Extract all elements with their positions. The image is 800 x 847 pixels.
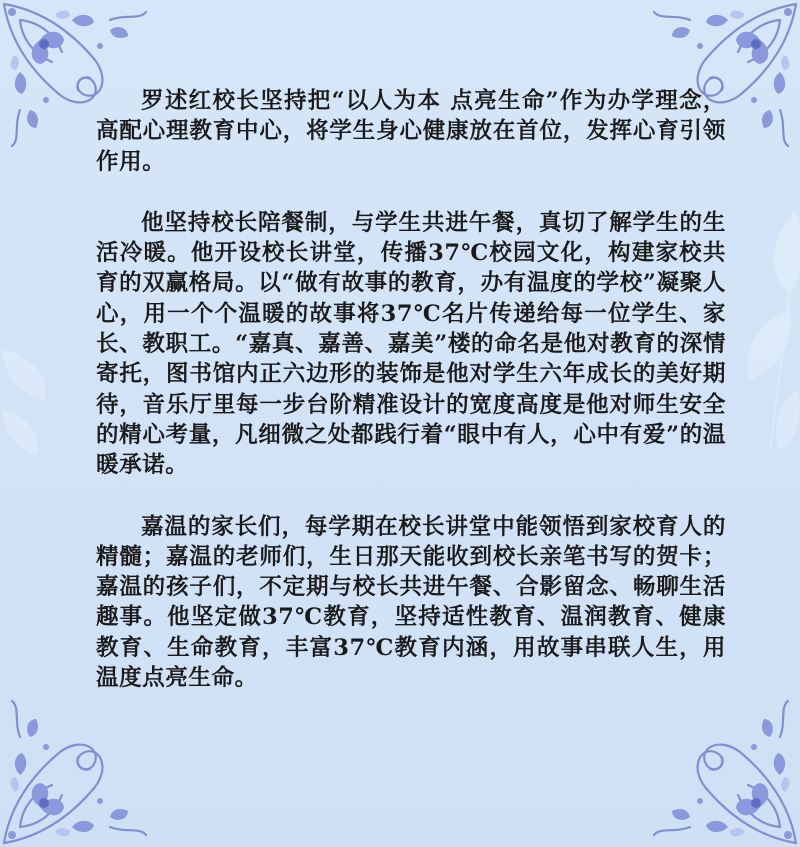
- paragraph-2: 他坚持校长陪餐制，与学生共进午餐，真切了解学生的生活冷暖。他开设校长讲堂，传播37℃校园文化，构建家校共育的双赢格局。以“做有故事的教育，办有温度的学校”凝聚人心，用一个个温暖的故事将37℃名片传递给每一位学生、家长、教职工。“嘉真、嘉善、嘉美”楼的命名是他对教育的深情寄托，图书馆内正六边形的装饰是他对学生六年成长的美好期待，音乐厅里每一步台阶精准设计的宽度高度是他对师生安全的精心考量，凡细微之处都践行着“眼中有人，心中有爱”的温暖承诺。: [96, 209, 726, 479]
- paragraph-1: 罗述红校长坚持把“以人为本 点亮生命”作为办学理念，高配心理教育中心，将学生身心健康放在首位，发挥心育引领作用。: [96, 88, 726, 175]
- paragraph-3: 嘉温的家长们，每学期在校长讲堂中能领悟到家校育人的精髓；嘉温的老师们，生日那天能收到校长亲笔书写的贺卡；嘉温的孩子们，不定期与校长共进午餐、合影留念、畅聊生活趣事。他坚定做37℃教育，坚持适性教育、温润教育、健康教育、生命教育，丰富37℃教育内涵，用故事串联人生，用温度点亮生命。: [96, 513, 726, 692]
- leaf-silhouette-left: [0, 330, 70, 470]
- article-body: [96, 86, 726, 724]
